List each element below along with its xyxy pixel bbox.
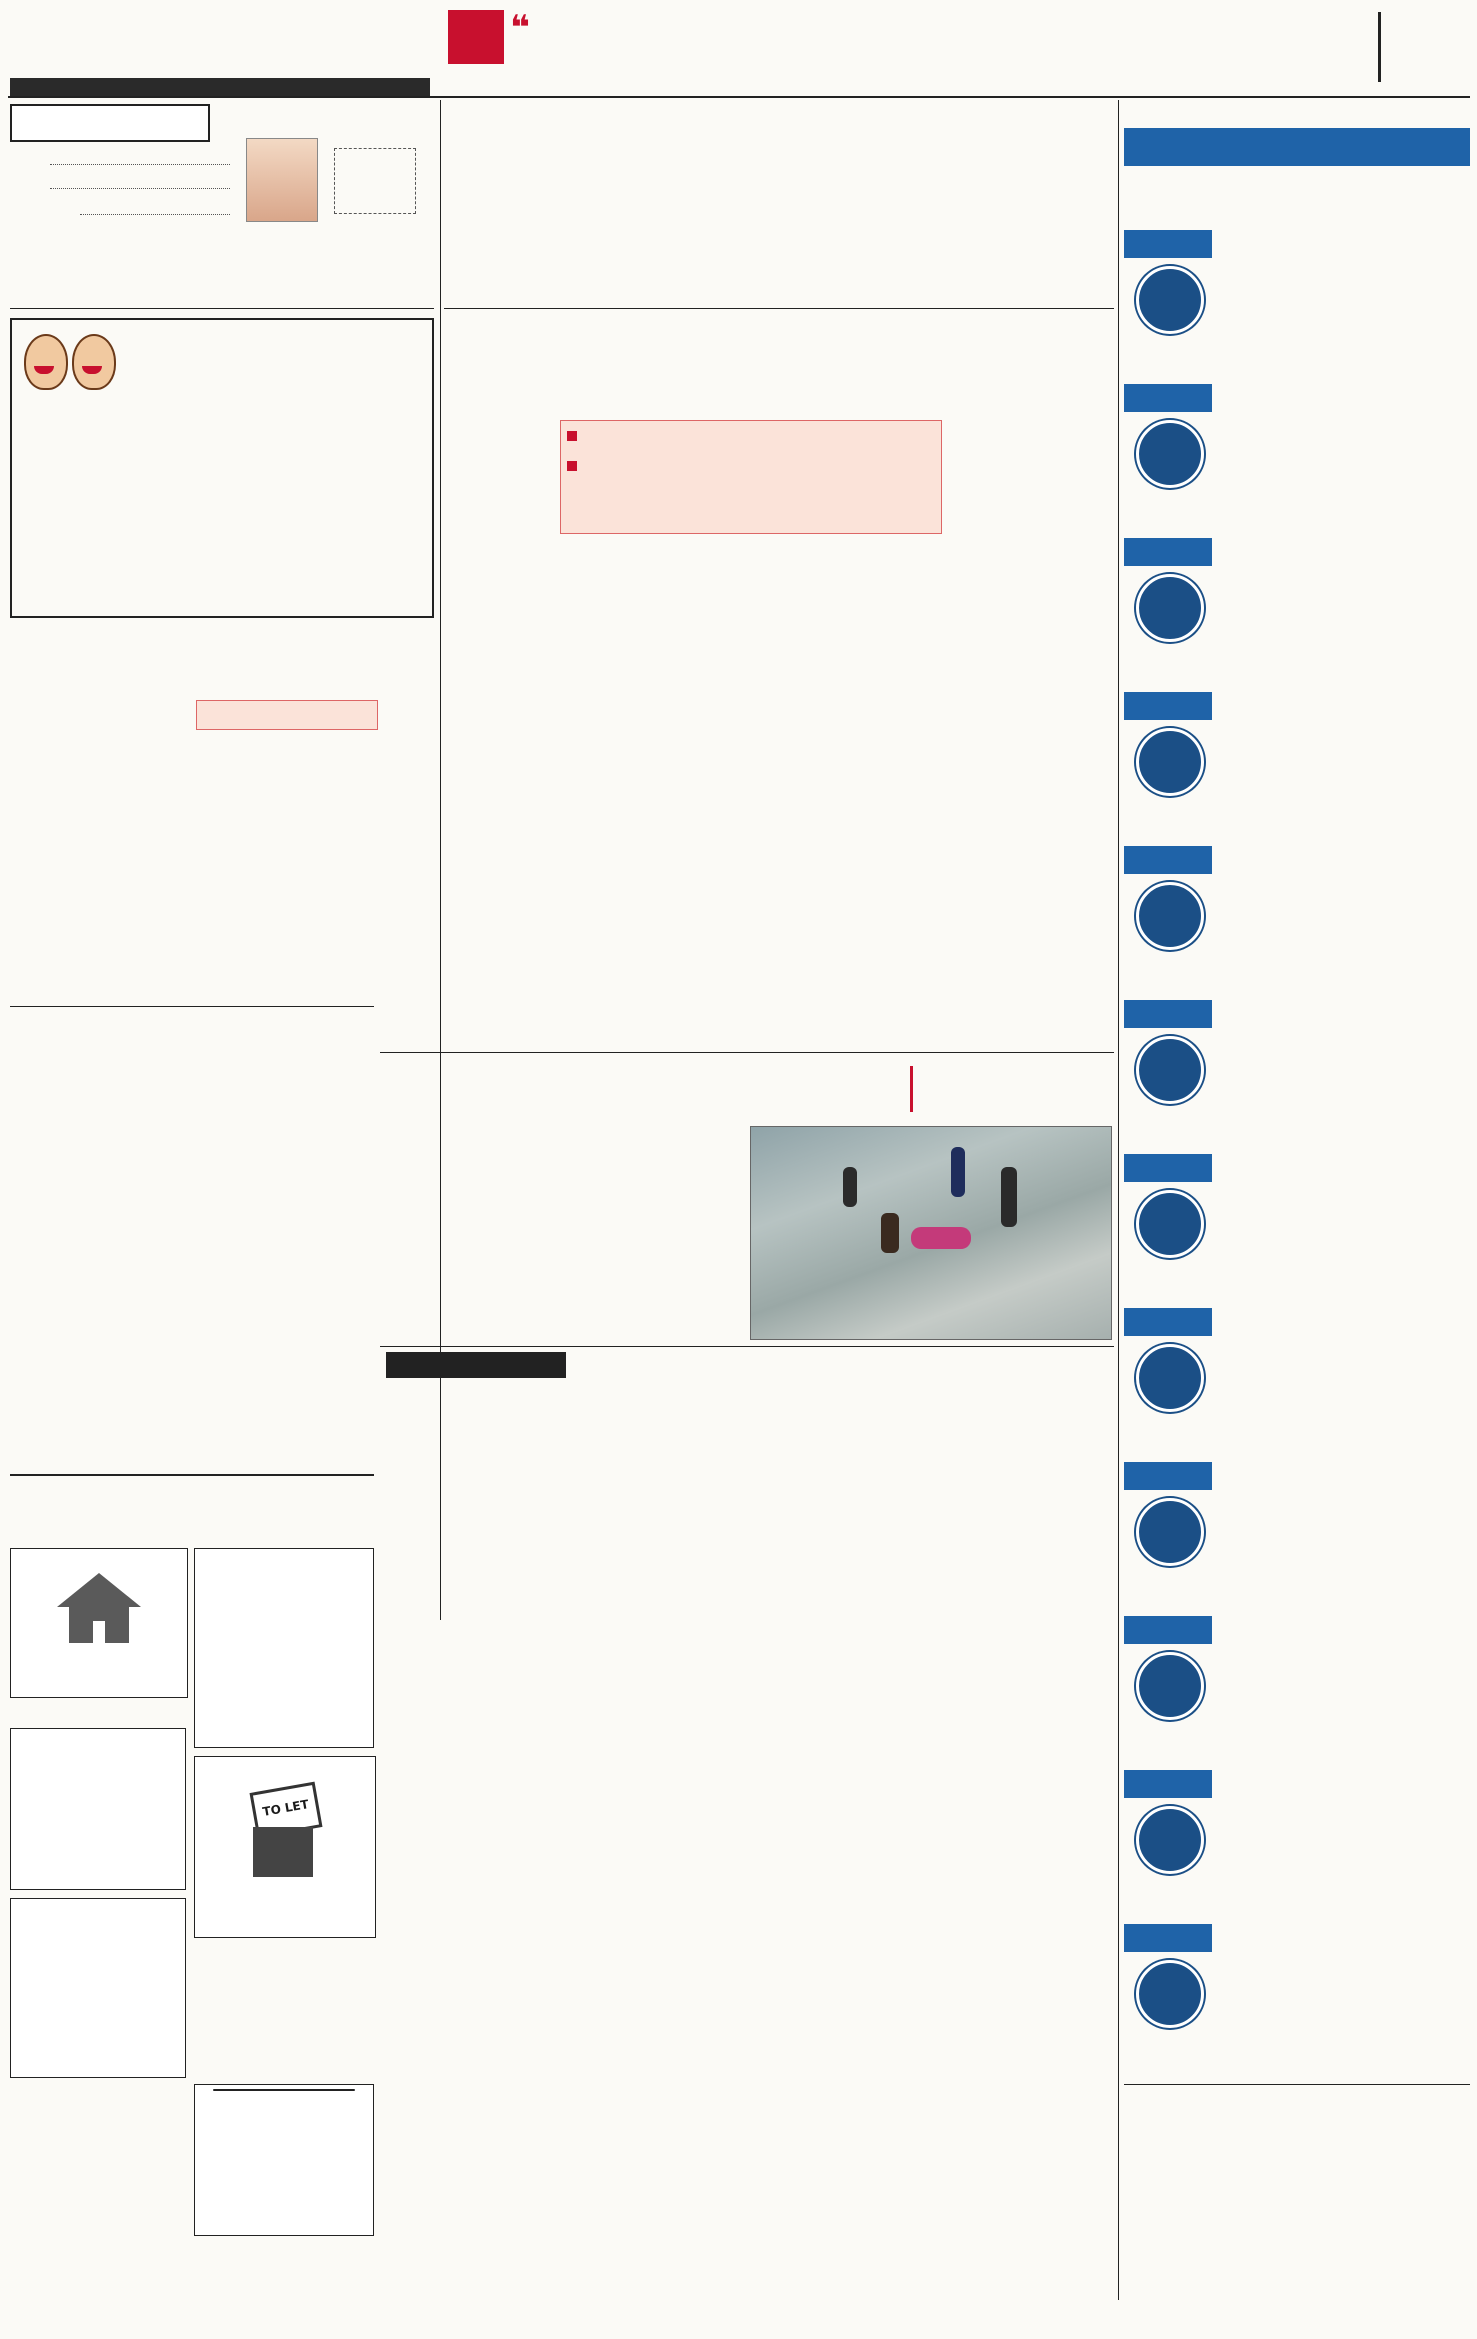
story1-body-col3 bbox=[752, 1352, 928, 1562]
sign-label bbox=[1124, 846, 1212, 874]
page-number-rule bbox=[1378, 12, 1381, 82]
story1-body-col1 bbox=[380, 1420, 556, 1960]
poem-body bbox=[20, 490, 426, 586]
story2-body bbox=[752, 1600, 928, 2240]
first-page-top-rule bbox=[380, 1346, 1114, 1347]
horoscope-footer bbox=[1124, 2090, 1470, 2230]
horoscope-column bbox=[1124, 104, 1470, 2304]
classified-ad-4 bbox=[194, 1548, 374, 1748]
aquarius-icon bbox=[1136, 1806, 1204, 1874]
leo-icon bbox=[1136, 882, 1204, 950]
quote-mark-icon: ❝ bbox=[510, 8, 530, 48]
bullet-icon bbox=[567, 461, 577, 471]
sign-pisces bbox=[1124, 1924, 1470, 2074]
sign-label bbox=[1124, 1154, 1212, 1182]
mahanadi-body-col1 bbox=[380, 1150, 556, 1340]
classified-ad-2 bbox=[10, 1898, 186, 2078]
sign-text bbox=[1224, 1310, 1470, 1446]
online-body-col3 bbox=[740, 538, 918, 1048]
bekar-body-col1 bbox=[10, 1098, 186, 1468]
sign-text bbox=[1224, 1618, 1470, 1754]
child-photo bbox=[246, 138, 318, 222]
cancer-icon bbox=[1136, 728, 1204, 796]
sign-text bbox=[1224, 1772, 1470, 1908]
online-highlight-box bbox=[560, 420, 942, 534]
sign-text bbox=[1224, 1002, 1470, 1138]
reader-notice bbox=[194, 2084, 374, 2236]
lead-bottom-rule bbox=[444, 308, 1114, 309]
sign-scorpio bbox=[1124, 1308, 1470, 1458]
story1-body-col2b bbox=[566, 1966, 742, 2240]
sign-label bbox=[1124, 692, 1212, 720]
everyday-area bbox=[10, 1476, 374, 1542]
sign-aquarius bbox=[1124, 1770, 1470, 1920]
quote-label-box bbox=[448, 10, 504, 64]
horoscope-title bbox=[1124, 128, 1470, 166]
classified-ad-1 bbox=[10, 1728, 186, 1890]
sign-text bbox=[1224, 540, 1470, 676]
parents-line bbox=[50, 188, 230, 189]
story1-body-col4 bbox=[938, 1352, 1114, 1960]
virgo-icon bbox=[1136, 1036, 1204, 1104]
masthead bbox=[8, 6, 1470, 96]
scorpio-icon bbox=[1136, 1344, 1204, 1412]
mahanadi-body-col2b bbox=[566, 1126, 742, 1340]
sign-virgo bbox=[1124, 1000, 1470, 1150]
sign-label bbox=[1124, 1308, 1212, 1336]
to-let-house-icon bbox=[253, 1827, 313, 1877]
sign-label bbox=[1124, 1000, 1212, 1028]
sign-text bbox=[1224, 694, 1470, 830]
jhagadmali-box bbox=[10, 318, 434, 618]
pisces-icon bbox=[1136, 1960, 1204, 2028]
online-body-col1 bbox=[380, 538, 548, 1048]
mahanadi-top-rule bbox=[380, 1052, 1114, 1053]
house-door bbox=[93, 1621, 105, 1643]
capricorn-icon bbox=[1136, 1652, 1204, 1720]
sign-text bbox=[1224, 1926, 1470, 2062]
lead-body bbox=[450, 168, 1110, 298]
mahanadi-photo bbox=[750, 1126, 1112, 1340]
sign-label bbox=[1124, 1462, 1212, 1490]
sign-text bbox=[1224, 1156, 1470, 1292]
col-sep-2 bbox=[1118, 100, 1119, 2300]
sign-gemini bbox=[1124, 538, 1470, 688]
sign-taurus bbox=[1124, 384, 1470, 534]
real-estate-panel bbox=[10, 1548, 188, 1698]
sign-text bbox=[1224, 232, 1470, 368]
birthday-title bbox=[10, 104, 210, 142]
birthday-box bbox=[10, 104, 434, 309]
sign-sagittarius bbox=[1124, 1462, 1470, 1612]
classified-ad-3 bbox=[10, 2086, 186, 2236]
gemini-icon bbox=[1136, 574, 1204, 642]
naveen-tag bbox=[196, 700, 378, 730]
story1-body-col2 bbox=[566, 1352, 742, 1960]
sign-leo bbox=[1124, 846, 1470, 996]
birthday-bottom-rule bbox=[10, 308, 434, 309]
bekar-body-col2 bbox=[196, 1080, 372, 1468]
bullet-icon bbox=[910, 1066, 913, 1112]
sign-label bbox=[1124, 1770, 1212, 1798]
naveen-body-col2 bbox=[196, 736, 372, 1000]
naveen-bottom-rule bbox=[10, 1006, 374, 1007]
sign-text bbox=[1224, 848, 1470, 984]
story3-body bbox=[938, 2000, 1114, 2240]
sign-label bbox=[1124, 230, 1212, 258]
sign-capricorn bbox=[1124, 1616, 1470, 1766]
photo-placeholder bbox=[334, 148, 416, 214]
first-page-label bbox=[386, 1352, 566, 1378]
house-icon bbox=[57, 1573, 141, 1607]
sign-cancer bbox=[1124, 692, 1470, 842]
sign-label bbox=[1124, 538, 1212, 566]
sign-text bbox=[1224, 1464, 1470, 1600]
online-body-col4 bbox=[930, 420, 1110, 1048]
story1-body-col1b bbox=[380, 1966, 556, 2240]
sign-label bbox=[1124, 384, 1212, 412]
horoscope-footer-rule bbox=[1124, 2084, 1470, 2085]
sign-label bbox=[1124, 1924, 1212, 1952]
top-rule bbox=[8, 96, 1470, 98]
libra-icon bbox=[1136, 1190, 1204, 1258]
dob-line bbox=[80, 214, 230, 215]
sign-text bbox=[1224, 386, 1470, 522]
dateline-bar bbox=[10, 78, 430, 98]
to-let-sign-icon: TO LET bbox=[250, 1782, 323, 1839]
online-body-col2 bbox=[560, 538, 728, 1048]
sign-libra bbox=[1124, 1154, 1470, 1304]
bullet-icon bbox=[567, 431, 577, 441]
reader-notice-title bbox=[213, 2089, 355, 2091]
taurus-icon bbox=[1136, 420, 1204, 488]
classified-ad-5 bbox=[194, 1944, 374, 2074]
name-line bbox=[50, 164, 230, 165]
sign-aries bbox=[1124, 230, 1470, 380]
naveen-body-col1 bbox=[10, 736, 186, 1000]
cartoon-faces-icon bbox=[20, 326, 120, 402]
sign-label bbox=[1124, 1616, 1212, 1644]
sagittarius-icon bbox=[1136, 1498, 1204, 1566]
aries-icon bbox=[1136, 266, 1204, 334]
to-let-panel bbox=[194, 1756, 376, 1938]
